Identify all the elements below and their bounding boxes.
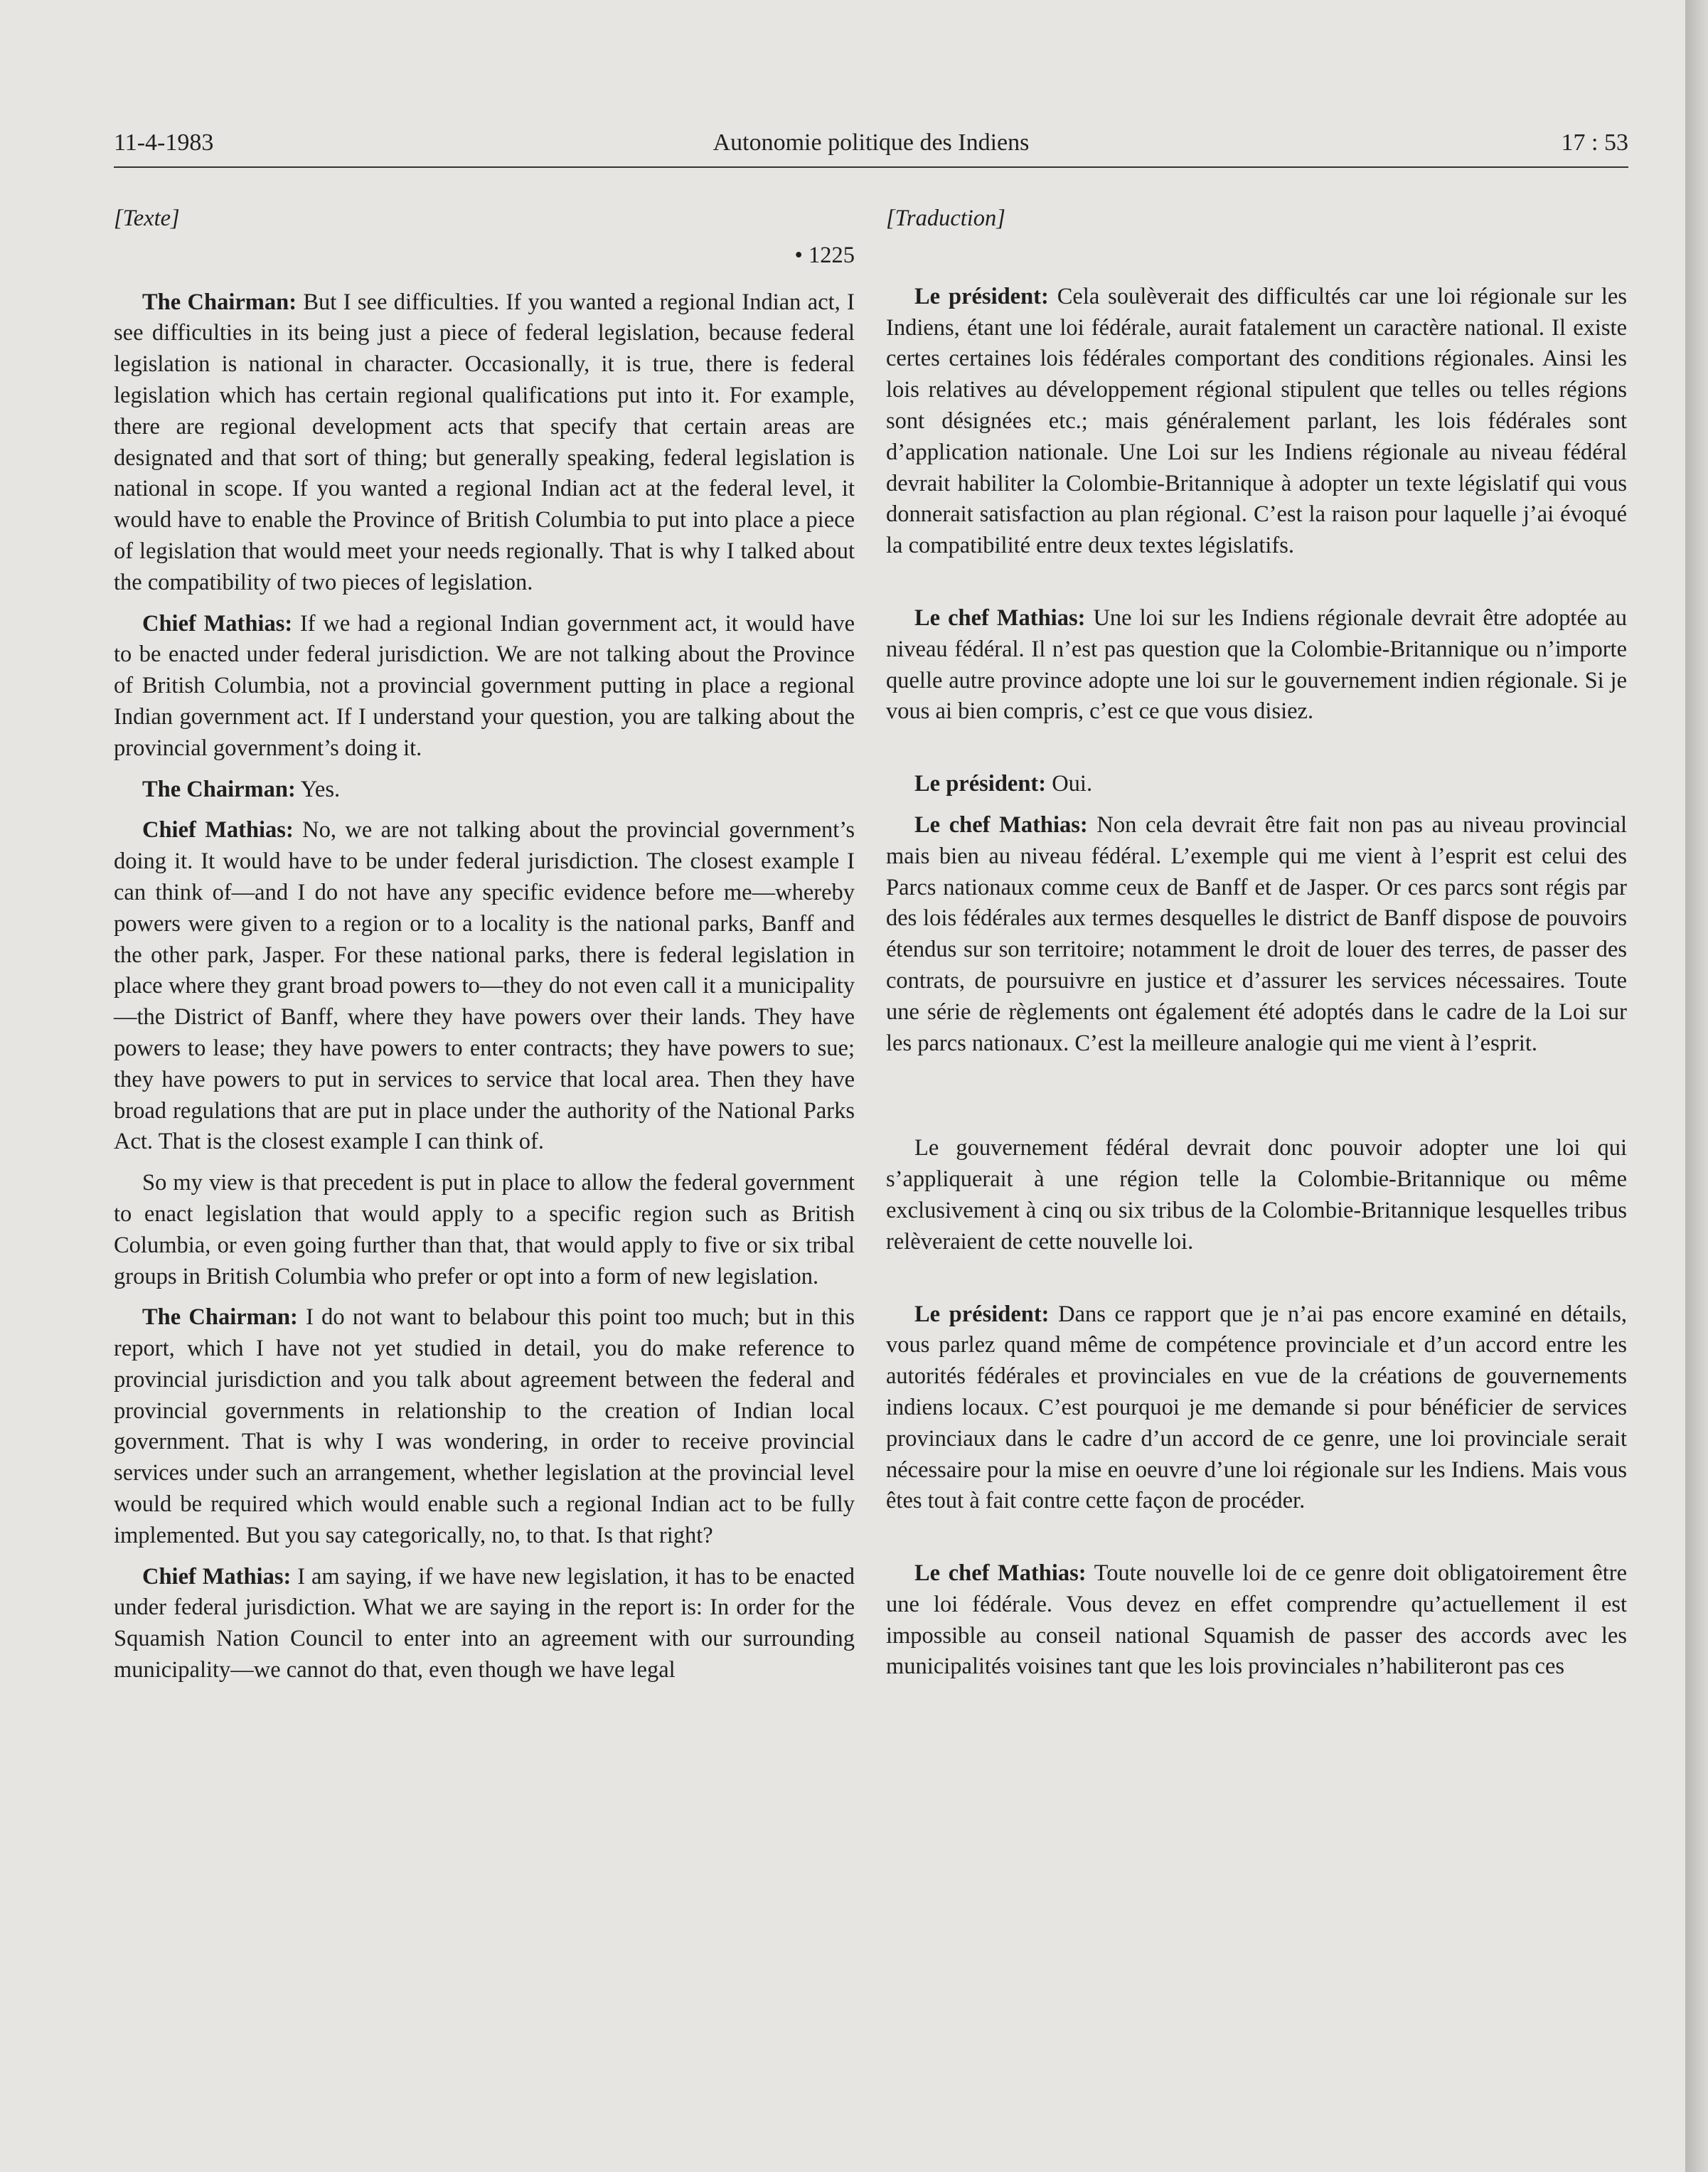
time-marker: • 1225 (794, 242, 855, 268)
spacer (886, 1527, 1627, 1558)
paragraph-text: No, we are not talking about the provincial government’s doing it. It would have to be under federal jurisdiction. The closest example I can think of—and I do not have any specific evidence before me—whereby powers were given to a region or to a locality is the national parks, Banff and the other park, Jasper. For these national parks, there is federal legislation in place where they grant broad powers to—they do not even call it a municipality—the District of Banff, where they have powers over their lands. They have powers to lease; they have powers to enter contracts; they have powers to sue; they have powers to put in services to service that local area. Then they have broad regulations that are put in place under the authority of the National Parks Act. That is the closest example I can think of. (114, 817, 855, 1155)
speaker-label: The Chairman: (142, 1304, 298, 1331)
paragraph (114, 609, 855, 765)
paragraph (886, 810, 1627, 1059)
paragraph-text: Non cela devrait être fait non pas au niveau provincial mais bien au niveau fédéral. L’exemple qui me vient à l’esprit est celui des Parcs nationaux comme ceux de Banff et de Jasper. Or ces parcs sont régis par des lois fédérales aux termes desquelles le district de Banff dispose de pouvoirs étendus sur son territoire; notamment le droit de louer des terres, de passer des contrats, de poursuivre en justice et d’assurer les services nécessaires. Toute une série de règlements ont également été adoptés dans le cadre de la Loi sur les parcs nationaux. C’est la meilleure analogie qui me vient à l’esprit. (886, 811, 1627, 1056)
english-column (114, 203, 855, 1696)
spacer (886, 1268, 1627, 1299)
speaker-label: Chief Mathias: (142, 1563, 292, 1590)
paragraph (114, 1168, 855, 1292)
paragraph-text: I do not want to belabour this point too much; but in this report, which I have not yet studied in detail, you do make reference to provincial jurisdiction and you talk about agreement between the federal and provincial governments in relationship to the creation of Indian local government. That is why I was wondering, in order to receive provincial services under such an arrangement, whether legislation at the provincial level would be required which would enable such a regional Indian act to be fully implemented. But you say categorically, no, to that. Is that right? (114, 1304, 855, 1548)
paragraph (114, 815, 855, 1158)
speaker-label: Le chef Mathias: (914, 605, 1086, 631)
paragraph (114, 287, 855, 599)
paragraph-text: But I see difficulties. If you wanted a regional Indian act, I see difficulties in its being just a piece of federal legislation, because federal legislation is national in character. Occasionally, it is true, there is federal legislation which has certain regional qualifications put into it. For example, there are regional development acts that specify that certain areas are designated and that sort of thing; but generally speaking, federal legislation is national in scope. If you wanted a regional Indian act at the federal level, it would have to enable the Province of British Columbia to put into place a piece of legislation that would meet your needs regionally. That is why I talked about the compatibility of two pieces of legislation. (114, 289, 855, 595)
paragraph-text: Cela soulèverait des difficultés car une loi régionale sur les Indiens, étant une loi fédérale, aurait fatalement un caractère national. Il existe certes certaines lois fédérales comportant des conditions régionales. Ainsi les lois relatives au développement régional stipulent que telles ou telles régions sont désignées etc.; mais généralement parlant, les lois fédérales sont d’application nationale. Une Loi sur les Indiens régionale au niveau fédéral devrait habiliter la Colombie-Britannique à adopter un texte législatif qui vous donnerait satisfaction au plan régional. C’est la raison pour laquelle j’ai évoqué la compatibilité entre deux textes législatifs. (886, 283, 1627, 559)
page-header (114, 127, 1628, 166)
paragraph (114, 1562, 855, 1686)
speaker-label: Chief Mathias: (142, 817, 294, 843)
paragraph-text: I am saying, if we have new legislation, it has to be enacted under federal jurisdiction. What we are saying in the report is: In order for the Squamish Nation Council to enter into an agreement with our surrounding municipality—we cannot do that, even though we have legal (114, 1563, 855, 1683)
paragraph-text: Le gouvernement fédéral devrait donc pouvoir adopter une loi qui s’appliquerait à une région telle la Colombie-Britannique ou même exclusivement à cinq ou six tribus de la Colombie-Britannique lesquelles tribus relèveraient de cette nouvelle loi. (886, 1135, 1627, 1255)
speaker-label: Le chef Mathias: (914, 1560, 1087, 1587)
page-edge (1685, 0, 1708, 2172)
spacer (886, 738, 1627, 769)
paragraph-text: So my view is that precedent is put in place to allow the federal government to enact legislation that would apply to a specific region such as British Columbia, or even going further than that, that would apply to five or six tribal groups in British Columbia who prefer or opt into a form of new legislation. (114, 1170, 855, 1289)
paragraph-text: Une loi sur les Indiens régionale devrait être adoptée au niveau fédéral. Il n’est pas question que la Colombie-Britannique ou n’importe quelle autre province adopte une loi sur le gouvernement indien régionale. Si je vous ai bien compris, c’est ce que vous disiez. (886, 605, 1627, 725)
spacer (886, 240, 1627, 282)
spacer (886, 1069, 1627, 1133)
header-page-number: 17 : 53 (1561, 129, 1628, 156)
french-column (886, 203, 1627, 1693)
header-date: 11-4-1983 (114, 129, 214, 156)
speaker-label: Le président: (914, 283, 1049, 309)
language-label: [Texte] (114, 206, 180, 231)
speaker-label: Le président: (914, 771, 1047, 797)
paragraph (886, 1133, 1627, 1257)
paragraph-text: Dans ce rapport que je n’ai pas encore examiné en détails, vous parlez quand même de compétence provinciale et d’un accord entre les autorités fédérales et provinciales en vue de la créations de gouvernements indiens locaux. C’est pourquoi je me demande si pour bénéficier de services provinciaux dans le cadre d’un accord de ce genre, une loi provinciale serait nécessaire pour la mise en oeuvre d’une loi régionale sur les Indiens. Mais vous êtes tout à fait contre cette façon de procéder. (886, 1301, 1627, 1514)
paragraph (886, 769, 1627, 800)
paragraph-text: Oui. (1046, 771, 1093, 797)
paragraph-text: If we had a regional Indian government act, it would have to be enacted under federal jurisdiction. We are not talking about the Province of British Columbia, not a provincial government putting in place a regional Indian government act. If I understand your question, you are talking about the provincial government’s doing it. (114, 610, 855, 761)
paragraph-text: Yes. (295, 776, 341, 802)
paragraph (886, 282, 1627, 562)
header-title: Autonomie politique des Indiens (712, 129, 1030, 156)
speaker-label: Chief Mathias: (142, 610, 293, 637)
paragraph (886, 1558, 1627, 1683)
paragraph-text: Toute nouvelle loi de ce genre doit obligatoirement être une loi fédérale. Vous devez en effet comprendre qu’actuellement il est impossible au conseil national Squamish de passer des accords avec les municipalités voisines tant que les lois provinciales n’habiliteront pas ces (886, 1560, 1627, 1680)
header-rule (114, 166, 1628, 168)
language-label: [Traduction] (886, 206, 1005, 231)
paragraph (114, 774, 855, 806)
paragraph (114, 1302, 855, 1551)
speaker-label: Le président: (914, 1301, 1050, 1327)
spacer (886, 572, 1627, 603)
paragraph (886, 1299, 1627, 1518)
speaker-label: Le chef Mathias: (914, 811, 1088, 838)
speaker-label: The Chairman: (142, 289, 297, 315)
speaker-label: The Chairman: (142, 776, 296, 802)
paragraph (886, 603, 1627, 728)
